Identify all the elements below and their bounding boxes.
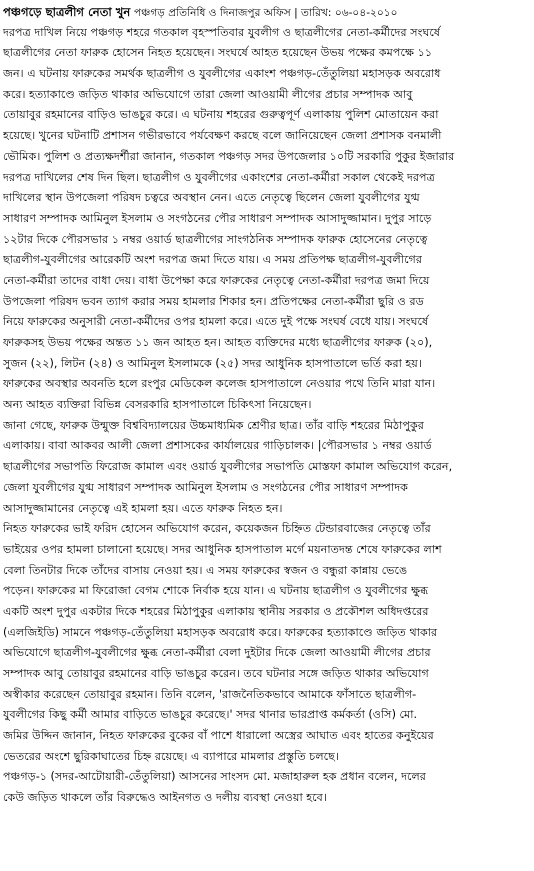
article-line: দরপত্র দাখিলের শেষ দিন ছিল। ছাত্রলীগ ও যুবলীগের একাংশের নেতা-কর্মীরা সকাল থেকেই দরপত্র (3, 170, 435, 184)
article-line: উপজেলা পরিষদ ভবন ত্যাগ করার সময় হামলার শিকার হন। প্রতিপক্ষের নেতা-কর্মীরা ছুরি ও রড (3, 294, 424, 308)
article-line: হয়েছে। খুনের ঘটনাটি প্রশাসন গভীরভাবে পর্যবেক্ষণ করছে বলে জানিয়েছেন জেলা প্রশাসক বনমালী (3, 129, 442, 143)
article-line: ভাইয়ের ওপর হামলা চালানো হয়েছে। সদর আধুনিক হাসপাতাল মর্গে ময়নাতদন্ত শেষে ফারুকের লাশ (3, 542, 442, 556)
article-line: করে। হত্যাকাণ্ডে জড়িত থাকার অভিযোগে তারা জেলা আওয়ামী লীগের প্রচার সম্পাদক আবু (3, 87, 413, 101)
article-line: নেতা-কর্মীরা তাদের বাধা দেয়। বাধা উপেক্ষা করে ফারুকের নেতৃত্বে নেতা-কর্মীরা দরপত্র জমা দিয়ে (3, 273, 430, 287)
article-line: নিয়ে ফারুকের অনুসারী নেতা-কর্মীদের ওপর হামলা করে। এতে দুই পক্ষে সংঘর্ষ বেধে যায়। সংঘর্ষে (3, 315, 429, 329)
article-line: (এলজিইডি) সামনে পঞ্চগড়-তেঁতুলিয়া মহাসড়ক অবরোধ করে। ফারুকের হত্যাকাণ্ডে জড়িত থাকার (3, 625, 438, 639)
article-line: দাখিলের স্থান উপজেলা পরিষদ চত্বরে অবস্থান নেন। এতে নেতৃত্বে ছিলেন জেলা যুবলীগের যুগ্ম (3, 191, 420, 205)
article-line: কেউ জড়িত থাকলে তাঁর বিরুদ্ধেও আইনগত ও দলীয় ব্যবস্থা নেওয়া হবে। (3, 791, 327, 805)
article-line: আসাদুজ্জামানের নেতৃত্বে এই হামলা হয়। এতে ফারুক নিহত হন। (3, 501, 283, 515)
article-line: যুবলীগের কিছু কর্মী আমার বাড়িতে ভাঙচুর করেছে।' সদর থানার ভারপ্রাপ্ত কর্মকর্তা (ওসি) মো. (3, 708, 418, 722)
article-line: জমির উদ্দিন জানান, নিহত ফারুকের বুকের বাঁ পাশে ধারালো অস্ত্রের আঘাত এবং হাতের কনুইয়ের (3, 729, 434, 743)
article-line (3, 809, 531, 830)
article-line: ১২টার দিকে পৌরসভার ১ নম্বর ওয়ার্ড ছাত্রলীগের সাংগঠনিক সম্পাদক ফারুক হোসেনের নেতৃত্বে (3, 232, 428, 246)
article-line: ছাত্রলীগের নেতা ফারুক হোসেন নিহত হয়েছেন। সংঘর্ষে আহত হয়েছেন উভয় পক্ষের কমপক্ষে ১১ (3, 46, 433, 60)
article-line: নিহত ফারুকের ভাই ফরিদ হোসেন অভিযোগ করেন, কয়েকজন চিহ্নিত টেন্ডারবাজের নেতৃত্বে তাঁর (3, 522, 431, 536)
byline: পঞ্চগড় প্রতিনিধি ও দিনাজপুর অফিস | তারিখ: ০৬-০৪-২০১০ (133, 7, 398, 19)
news-article (3, 2, 531, 871)
article-line: জেলা যুবলীগের যুগ্ম সাধারণ সম্পাদক আমিনুল ইসলাম ও সংগঠনের পৌর সাধারণ সম্পাদক (3, 480, 408, 494)
article-line: ভেতরের অংশে ছুরিকাঘাতের চিহ্ন রয়েছে। এ ব্যাপারে মামলার প্রস্তুতি চলছে। (3, 749, 339, 763)
headline: পঞ্চগড়ে ছাত্রলীগ নেতা খুন (3, 5, 131, 19)
article-line (3, 830, 531, 851)
article-line: জন। এ ঘটনায় ফারুকের সমর্থক ছাত্রলীগ ও যুবলীগের একাংশ পঞ্চগড়-তেঁতুলিয়া মহাসড়ক অবরোধ (3, 67, 441, 81)
article-header (3, 2, 531, 23)
article-line (3, 850, 531, 871)
article-line: একটি অংশ দুপুর একটার দিকে শহরের মিঠাপুকুর এলাকায় স্থানীয় সরকার ও প্রকৌশল অধিদপ্তরের (3, 604, 429, 618)
article-line: ছাত্রলীগের সভাপতি ফিরোজ কামাল এবং ওয়ার্ড যুবলীগের সভাপতি মোস্তফা কামাল অভিযোগ করেন, (3, 460, 453, 474)
article-line: জানা গেছে, ফারুক উন্মুক্ত বিশ্ববিদ্যালয়ের উচ্চমাধ্যমিক শ্রেণীর ছাত্র। তাঁর বাড়ি শহরের মিঠাপুকুর (3, 418, 424, 432)
article-line: সাধারণ সম্পাদক আমিনুল ইসলাম ও সংগঠনের পৌর সাধারণ সম্পাদক আসাদুজ্জামান। দুপুর সাড়ে (3, 211, 432, 225)
article-line: দরপত্র দাখিল নিয়ে পঞ্চগড় শহরে গতকাল বৃহস্পতিবার যুবলীগ ও ছাত্রলীগের নেতা-কর্মীদের সংঘর্ষে (3, 25, 441, 39)
article-line: অন্য আহত ব্যক্তিরা বিভিন্ন বেসরকারি হাসপাতালে চিকিৎসা নিয়েছেন। (3, 398, 312, 412)
article-line: এলাকায়। বাবা আকবর আলী জেলা প্রশাসকের কার্যালয়ের গাড়িচালক। |পৌরসভার ১ নম্বর ওয়ার্ড (3, 439, 432, 453)
article-line: তোয়াবুর রহমানের বাড়িও ভাঙচুর করে। এ ঘটনায় শহরের গুরুত্বপূর্ণ এলাকায় পুলিশ মোতায়েন করা (3, 108, 439, 122)
article-line: ছাত্রলীগ-যুবলীগের আরেকটি অংশ দরপত্র জমা দিতে যায়। এ সময় প্রতিপক্ষ ছাত্রলীগ-যুবলীগের (3, 253, 423, 267)
article-line: ফারুকের অবস্থার অবনতি হলে রংপুর মেডিকেল কলেজ হাসপাতালে নেওয়ার পথে তিনি মারা যান। (3, 377, 436, 391)
article-line: বেলা তিনটার দিকে তাঁদের বাসায় নেওয়া হয়। এ সময় ফারুকের স্বজন ও বন্ধুরা কান্নায় ভেঙে (3, 563, 408, 577)
article-line: অস্বীকার করেছেন তোয়াবুর রহমান। তিনি বলেন, 'রাজনৈতিকভাবে আমাকে ফাঁসাতে ছাত্রলীগ- (3, 687, 417, 701)
article-line: পড়েন। ফারুকের মা ফিরোজা বেগম শোকে নির্বাক হয়ে যান। এ ঘটনায় ছাত্রলীগ ও যুবলীগের ক্ষুব্ধ (3, 584, 429, 598)
article-line: অভিযোগে ছাত্রলীগ-যুবলীগের ক্ষুব্ধ নেতা-কর্মীরা বেলা দুইটার দিকে জেলা আওয়ামী লীগের প্রচার (3, 646, 431, 660)
article-line: ভৌমিক। পুলিশ ও প্রত্যক্ষদর্শীরা জানান, গতকাল পঞ্চগড় সদর উপজেলার ১০টি সরকারি পুকুর ইজারার (3, 149, 455, 163)
article-line: ফারুকসহ উভয় পক্ষের অন্তত ১১ জন আহত হন। আহত ব্যক্তিদের মধ্যে ছাত্রলীগের ফারুক (২০), (3, 336, 433, 349)
article-line: পঞ্চগড়-১ (সদর-আটোয়ারী-তেঁতুলিয়া) আসনের সাংসদ মো. মজাহারুল হক প্রধান বলেন, দলের (3, 770, 426, 784)
article-line: সুজন (২২), লিটন (২৪) ও আমিনুল ইসলামকে (২৫) সদর আধুনিক হাসপাতালে ভর্তি করা হয়। (3, 356, 422, 370)
article-line: সম্পাদক আবু তোয়াবুর রহমানের বাড়ি ভাঙচুর করেন। তবে ঘটনার সঙ্গে জড়িত থাকার অভিযোগ (3, 667, 429, 680)
